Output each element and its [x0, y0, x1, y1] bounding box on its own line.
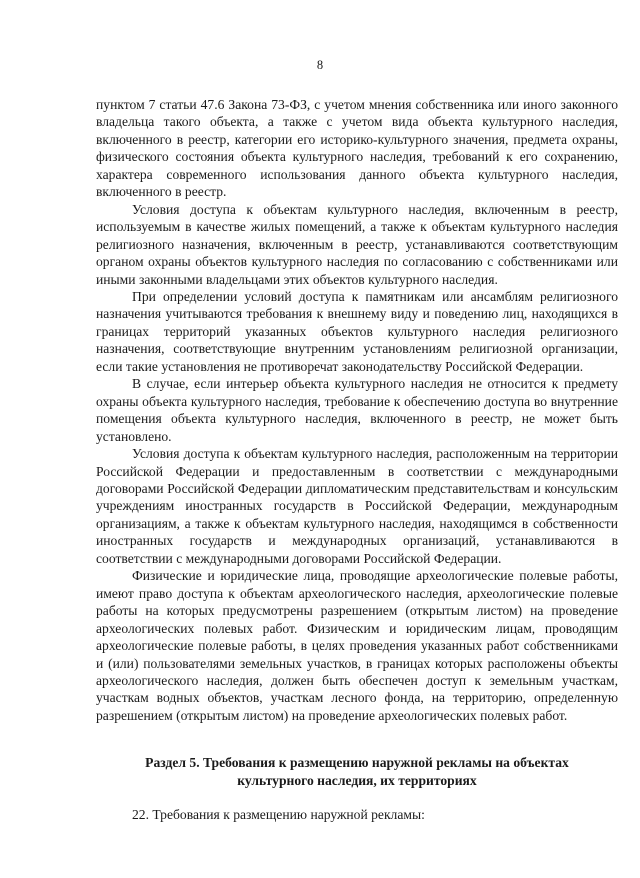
paragraph-diplomatic: Условия доступа к объектам культурного наследия, расположенным на территории Российской Федерации и предоставленным в соответствии с международными договорами Российской Федерации дипломатическим представительствам и консульским учреждениям иностранных государств в Российской Федерации, международным организациям, а также к объектам культурного наследия, находящимся в собственности иностранных государств и международных организаций, устанавливаются в соответствии с международными договорами Российской Федерации.	[96, 446, 618, 566]
paragraph-continuation: пунктом 7 статьи 47.6 Закона 73-ФЗ, с учетом мнения собственника или иного законного владельца такого объекта, а также с учетом вида объекта культурного наследия, включенного в реестр, категории его историко-культурного значения, предмета охраны, физического состояния объекта культурного наследия, требований к его сохранению, характера современного использования данного объекта культурного наследия, включенного в реестр.	[96, 97, 618, 200]
paragraph-access-conditions: Условия доступа к объектам культурного наследия, включенным в реестр, используемым в качестве жилых помещений, а также к объектам культурного наследия религиозного назначения, включенным в реестр, устанавливаются соответствующим органом охраны объектов культурного наследия по согласованию с собственниками или иными законными владельцами этих объектов культурного наследия.	[96, 201, 618, 287]
paragraph-interior: В случае, если интерьер объекта культурного наследия не относится к предмету охраны объекта культурного наследия, требование к обеспечению доступа во внутренние помещения объекта культурного наследия, включенного в реестр, не может быть установлено.	[96, 376, 618, 444]
paragraph-religious-monuments: При определении условий доступа к памятникам или ансамблям религиозного назначения учитываются требования к внешнему виду и поведению лиц, находящихся в границах территорий указанных объектов культурного наследия религиозного назначения, соответствующие внутренним установлениям религиозной организации, если такие установления не противоречат законодательству Российской Федерации.	[96, 288, 618, 374]
section-heading-line-1: Раздел 5. Требования к размещению наружной рекламы на объектах	[145, 755, 569, 770]
section-heading	[96, 754, 618, 789]
item-22: 22. Требования к размещению наружной рекламы:	[132, 807, 425, 822]
page-number: 8	[316, 58, 324, 72]
paragraph-archaeological: Физические и юридические лица, проводящие археологические полевые работы, имеют право доступа к объектам археологического наследия, археологические полевые работы на которых предусмотрены разрешением (открытым листом) на проведение археологических полевых работ. Физическим и юридическим лицам, проводящим археологические полевые работы, в целях проведения указанных работ собственниками и (или) пользователями земельных участков, в границах которых расположены объекты археологического наследия, должен быть обеспечен доступ к земельным участкам, участкам водных объектов, участкам лесного фонда, на территорию, определенную разрешением (открытым листом) на проведение археологических полевых работ.	[96, 568, 618, 723]
section-heading-line-2: культурного наследия, их территориях	[237, 772, 477, 788]
body-text	[96, 96, 618, 724]
